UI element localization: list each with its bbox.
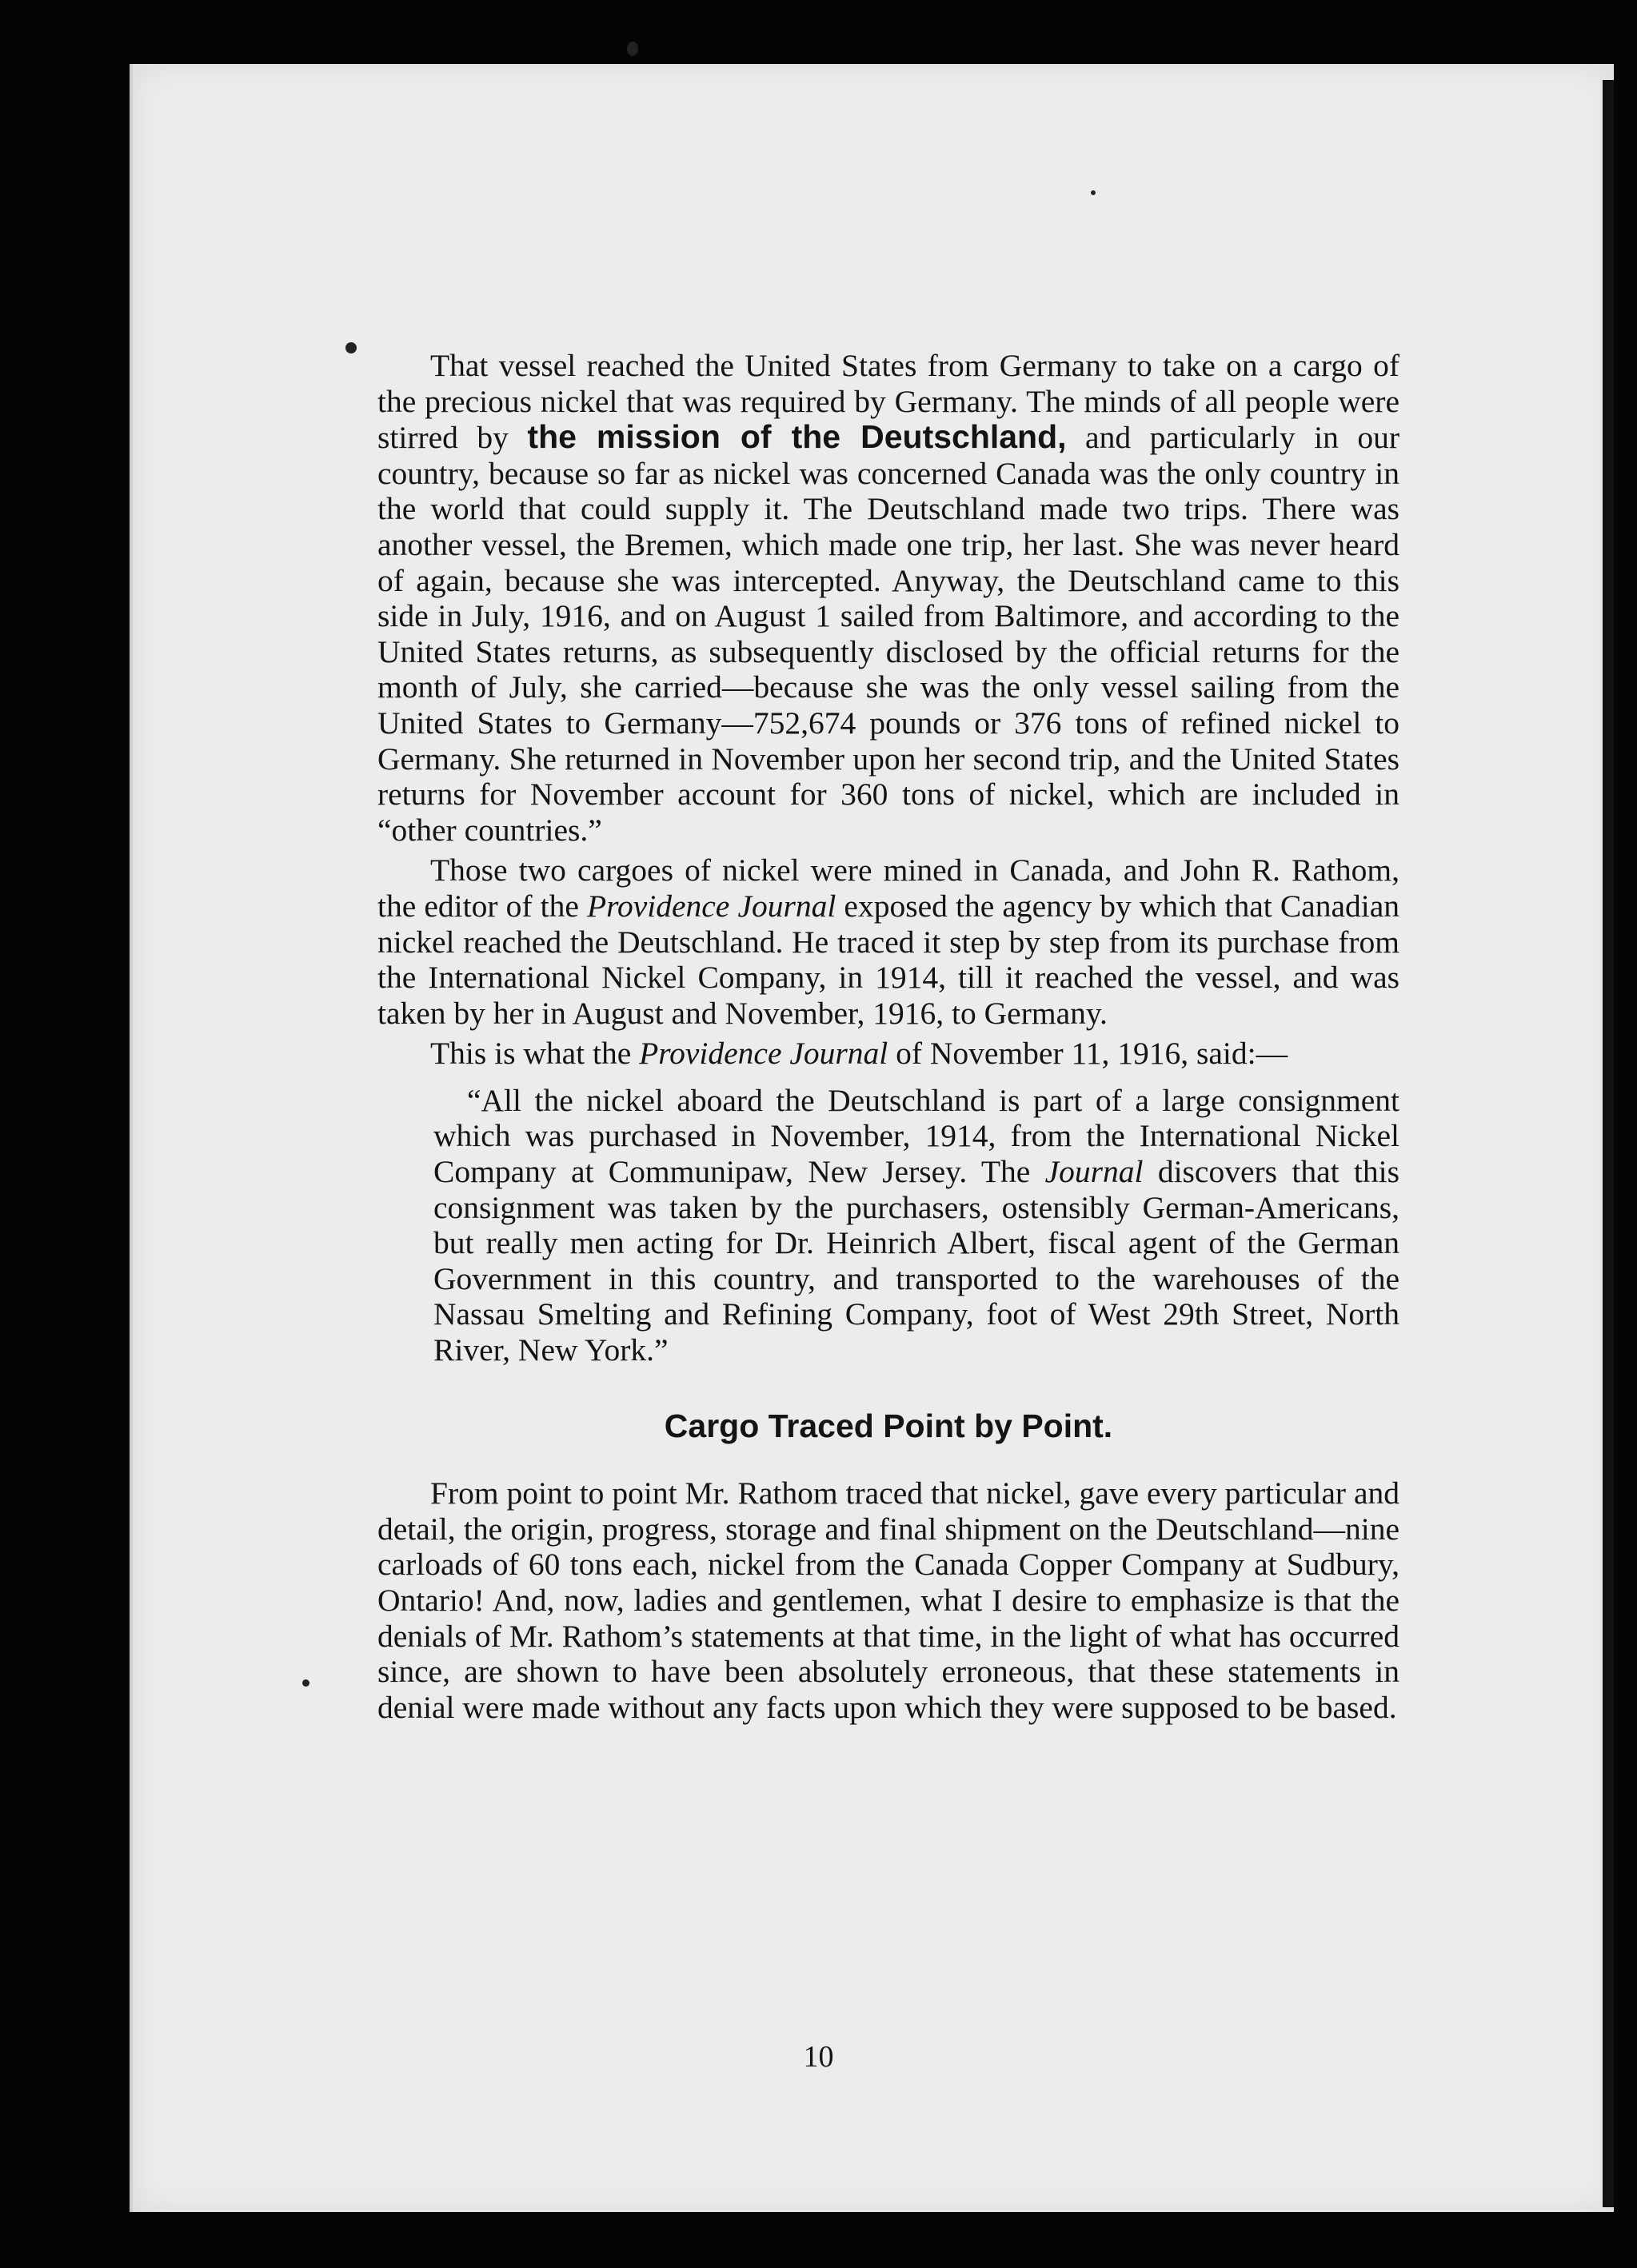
paragraph-3 [377,1036,1399,1072]
paragraph-3-end: of November 11, 1916, said:— [888,1036,1288,1072]
section-heading: Cargo Traced Point by Point. [664,1407,1113,1444]
mission-emphasis: the mission of the Deutschland, [527,418,1067,456]
publication-name: Providence Journal [586,888,836,924]
scan-speck [1091,190,1096,195]
publication-name: Providence Journal [639,1036,888,1072]
page-edge-shadow [1603,80,1614,2207]
paragraph-2-start: Those two cargoes of nickel were mined in Canada, and John R. Rathom, the editor of the [377,852,1399,924]
paragraph-4: From point to point Mr. Rathom traced that nickel, gave every particular and detail, the origin, progress, storage and final shipment on the Deutschland—nine carloads of 60 tons each, nickel from the Canada Copper Company at Sudbury, Ontario! And, now, ladies and gentlemen, what I desire to emphasize is that the denials of Mr. Rathom’s statements at that time, in the light of what has occurred since, are shown to have been absolutely erroneous, that these statements in denial were made without any facts upon which they were supposed to be based. [377,1475,1399,1725]
paragraph-1-start: That vessel reached the United States from Germany to take on a cargo of the precious nickel that was required by Germany. The minds of all people were stirred by [377,348,1399,456]
block-quote [433,1083,1399,1368]
scan-speck [627,42,638,56]
paragraph-1 [377,348,1399,848]
scan-speck [345,342,357,353]
paragraph-2-end: exposed the agency by which that Canadian nickel reached the Deutschland. He traced it step by step from its purchase from the International Nickel Company, in 1914, till it reached the vessel, and was taken by her in August and November, 1916, to Germany. [377,888,1399,1031]
paragraph-1-end: and particularly in our country, because so far as nickel was concerned Canada was the only country in the world that could supply it. The Deutschland made two trips. There was another vessel, the Bremen, which made one trip, her last. She was never heard of again, because she was intercepted. Anyway, the Deutschland came to this side in July, 1916, and on August 1 sailed from Baltimore, and according to the United States returns, as subsequently disclosed by the official returns for the month of July, she carried—because she was the only vessel sailing from the United States to Germany—752,674 pounds or 376 tons of refined nickel to Germany. She returned in November upon her second trip, and the United States returns for November account for 360 tons of nickel, which are included in “other countries.” [377,420,1400,848]
quote-end: discovers that this consignment was taken by the purchasers, ostensibly German-Americans, but really men acting for Dr. Heinrich Albert, fiscal agent of the German Government in this country, and transported to the warehouses of the Nassau Smelting and Refining Company, foot of West 29th Street, North River, New York.” [433,1154,1399,1368]
page-number: 10 [803,2040,834,2074]
paragraph-2 [377,852,1399,1031]
scan-speck [302,1679,309,1687]
quote-start: “All the nickel aboard the Deutschland is part of a large consignment which was purchased in November, 1914, from the International Nickel Company at Communipaw, New Jersey. The [433,1082,1399,1190]
publication-name: Journal [1044,1154,1144,1190]
paragraph-3-start: This is what the [430,1036,640,1072]
body-text [377,348,1399,1725]
